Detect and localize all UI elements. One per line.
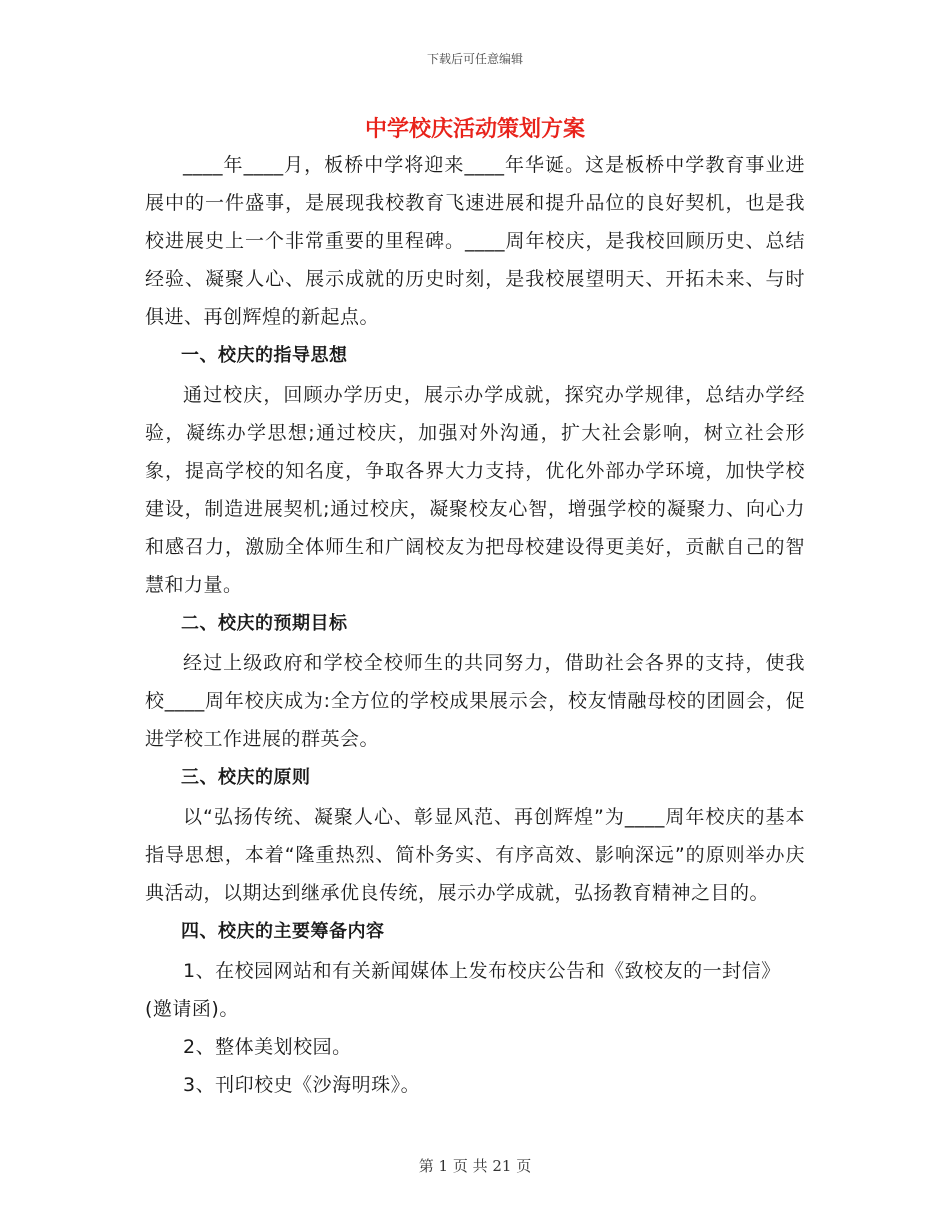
document-body <box>145 146 805 1104</box>
section-heading-preparation: 四、校庆的主要筹备内容 <box>181 921 385 942</box>
list-item: 2、整体美划校园。 <box>183 1036 352 1058</box>
section-heading-guiding-ideology: 一、校庆的指导思想 <box>181 345 348 366</box>
intro-paragraph: ____年____月，板桥中学将迎来____年华诞。这是板桥中学教育事业进展中的一件盛事，是展现我校教育飞速进展和提升品位的良好契机，也是我校进展史上一个非常重要的里程碑。____周年校庆，是我校回顾历史、总结经验、凝聚人心、展示成就的历史时刻，是我校展望明天、开拓未来、与时俱进、再创辉煌的新起点。 <box>145 154 805 328</box>
header-note: 下载后可任意编辑 <box>426 52 523 66</box>
section-text-guiding-ideology: 通过校庆，回顾办学历史，展示办学成就，探究办学规律，总结办学经验，凝练办学思想;通过校庆，加强对外沟通，扩大社会影响，树立社会形象，提高学校的知名度，争取各界大力支持，优化外部办学环境，加快学校建设，制造进展契机;通过校庆，凝聚校友心智，增强学校的凝聚力、向心力和感召力，激励全体师生和广阔校友为把母校建设得更美好，贡献自己的智慧和力量。 <box>145 384 805 596</box>
section-heading-expected-goals: 二、校庆的预期目标 <box>181 613 348 634</box>
list-item: 3、刊印校史《沙海明珠》。 <box>183 1074 421 1096</box>
section-text-principles: 以“弘扬传统、凝聚人心、彰显风范、再创辉煌”为____周年校庆的基本指导思想，本着“隆重热烈、简朴务实、有序高效、影响深远”的原则举办庆典活动，以期达到继承优良传统，展示办学成就，弘扬教育精神之目的。 <box>145 806 805 904</box>
document-title: 中学校庆活动策划方案 <box>364 117 585 142</box>
section-heading-principles: 三、校庆的原则 <box>181 767 311 788</box>
list-item: 1、在校园网站和有关新闻媒体上发布校庆公告和《致校友的一封信》(邀请函)。 <box>145 960 781 1020</box>
page-number: 第 1 页 共 21 页 <box>418 1157 532 1175</box>
section-text-expected-goals: 经过上级政府和学校全校师生的共同努力，借助社会各界的支持，使我校____周年校庆成为:全方位的学校成果展示会，校友情融母校的团圆会，促进学校工作进展的群英会。 <box>145 652 805 750</box>
